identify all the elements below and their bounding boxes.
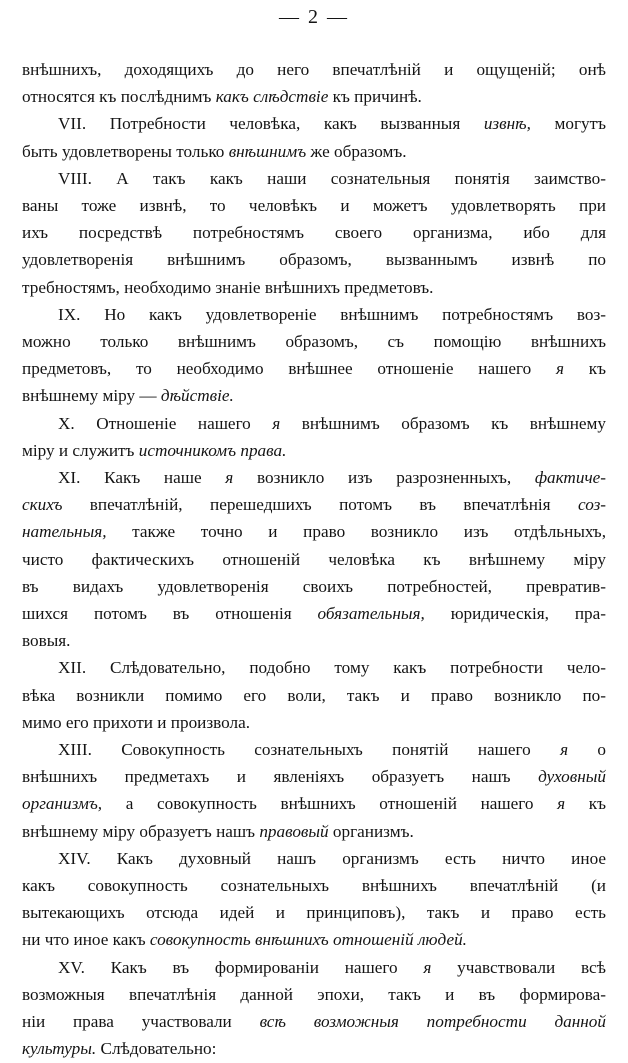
text-line [58, 301, 606, 329]
text-line [22, 872, 606, 900]
text-span: удовлетворенія внѣшнимъ образомъ, вызваннымъ извнѣ по [22, 250, 606, 270]
text-span: шихся потомъ въ отношенія [22, 604, 318, 623]
text-line [22, 600, 606, 628]
text-line [22, 355, 606, 383]
italic-text: я [560, 740, 569, 759]
text-span: вытекающихъ отсюда идей и принциповъ), такъ и право есть [22, 903, 606, 923]
text-span: въ видахъ удовлетворенія своихъ потребностей, превратив- [22, 576, 606, 596]
text-span: относятся къ послѣднимъ [22, 87, 216, 107]
italic-text: скихъ [22, 495, 63, 515]
text-span: учавствовали всѣ [431, 957, 606, 977]
italic-text: внѣшнимъ [228, 141, 307, 161]
text-line [58, 110, 606, 138]
text-line [22, 138, 606, 166]
text-line [22, 328, 606, 356]
text-span: вѣка возникли помимо его воли, такъ и право возникло по- [22, 685, 606, 705]
text-span: возможныя впечатлѣнія данной эпохи, такъ и въ формирова- [22, 984, 606, 1004]
text-span: а совокупность внѣшнихъ отношеній нашего [102, 794, 558, 814]
text-line [22, 981, 606, 1009]
text-line [58, 165, 606, 193]
italic-text: правовый [259, 821, 329, 841]
text-span: какъ совокупность сознательныхъ внѣшнихъ впечатлѣній (и [22, 876, 606, 895]
page-number-header: — 2 — [279, 6, 349, 28]
text-span: юридическія, пра- [424, 604, 606, 623]
italic-text: какъ слѣдствіе [215, 87, 329, 107]
text-line [22, 763, 606, 791]
text-span: о [568, 740, 606, 759]
text-line [22, 56, 606, 84]
text-line [22, 83, 606, 111]
text-line [58, 736, 606, 764]
text-span: можно только внѣшнимъ образомъ, съ помощію внѣшнихъ [22, 332, 606, 351]
italic-text: я [555, 359, 564, 379]
text-span: организмъ. [328, 821, 414, 841]
italic-text: извнѣ, [483, 114, 531, 134]
text-line [22, 382, 606, 410]
text-span: также точно и право возникло изъ отдѣльныхъ, [106, 522, 606, 542]
italic-text: духовный [538, 767, 606, 787]
italic-text: фактиче- [534, 468, 606, 487]
text-span: впечатлѣній, перешедшихъ потомъ въ впечатлѣнія [62, 495, 578, 515]
text-span: мимо его прихоти и произвола. [22, 712, 251, 732]
text-line [22, 219, 606, 247]
text-line [22, 899, 606, 927]
text-line [22, 790, 606, 818]
text-span: XV. Какъ въ формированіи нашего [58, 957, 424, 977]
text-span: внѣшнихъ, доходящихъ до него впечатлѣній и ощущеній; онѣ [22, 60, 606, 79]
text-line [22, 682, 606, 710]
text-line [22, 627, 606, 655]
text-span: требностямъ, необходимо знаніе внѣшнихъ предметовъ. [22, 277, 434, 297]
italic-text: соз- [578, 495, 606, 515]
text-line [58, 464, 606, 492]
italic-text: совокупность внѣшнихъ отношеній людей. [149, 930, 467, 950]
text-line [22, 437, 606, 465]
text-span: IX. Но какъ удовлетвореніе внѣшнимъ потребностямъ воз- [58, 304, 606, 324]
text-line [22, 1035, 606, 1063]
text-span: внѣшнему міру образуетъ нашъ [22, 821, 260, 841]
text-span: VII. Потребности человѣка, какъ вызванныя [58, 114, 484, 134]
text-span: ни что иное какъ [22, 930, 150, 950]
text-span: XII. Слѣдовательно, подобно тому какъ потребности чело- [58, 658, 606, 678]
text-span: X. Отношеніе нашего [58, 413, 273, 433]
text-line [22, 518, 606, 546]
text-span: ніи права участвовали [22, 1012, 260, 1031]
text-line [22, 573, 606, 601]
text-line [22, 709, 606, 737]
text-span: внѣшнихъ предметахъ и явленіяхъ образуетъ нашъ [22, 767, 539, 787]
text-line [22, 1008, 606, 1036]
text-span: XI. Какъ наше [58, 468, 226, 487]
text-line [58, 845, 606, 873]
text-span: XIV. Какъ духовный нашъ организмъ есть ничто иное [58, 848, 606, 868]
text-span: VIII. А такъ какъ наши сознательныя понятія заимство- [58, 168, 606, 188]
text-span: же образомъ. [306, 141, 407, 161]
italic-text: обязательныя, [317, 604, 425, 623]
text-span: могутъ [530, 114, 606, 134]
text-span: предметовъ, то необходимо внѣшнее отношеніе нашего [22, 359, 556, 379]
text-span: ихъ посредствѣ потребностямъ своего организма, ибо для [22, 223, 606, 243]
italic-text: я [225, 468, 234, 487]
italic-text: я [557, 794, 566, 814]
text-span: чисто фактическихъ отношеній человѣка къ внѣшнему міру [22, 549, 606, 569]
text-span: къ причинѣ. [328, 87, 422, 107]
text-span: XIII. Совокупность сознательныхъ понятій нашего [58, 740, 561, 759]
text-span: ваны тоже извнѣ, то человѣкъ и можетъ удовлетворять при [22, 196, 606, 215]
text-line [22, 818, 606, 846]
text-line [58, 654, 606, 682]
text-line [58, 954, 606, 982]
italic-text: дѣйствіе. [160, 386, 234, 406]
text-line [22, 926, 606, 954]
text-span: внѣшнему міру — [22, 386, 161, 406]
italic-text: я [272, 413, 281, 433]
italic-text: источникомъ права. [138, 440, 287, 460]
italic-text: я [423, 957, 432, 977]
text-line [22, 491, 606, 519]
text-span: къ [563, 359, 606, 379]
text-line [22, 274, 606, 302]
italic-text: организмъ, [22, 794, 103, 814]
text-span: вовыя. [22, 631, 71, 651]
text-span: быть удовлетворены только [22, 141, 229, 161]
italic-text: культуры. [22, 1039, 97, 1059]
text-span: возникло изъ разрозненныхъ, [233, 468, 535, 487]
italic-text: нательныя, [22, 522, 107, 542]
text-line [22, 546, 606, 574]
text-span: къ [565, 794, 606, 814]
text-span: міру и служитъ [22, 440, 139, 460]
text-line [58, 410, 606, 438]
italic-text: всѣ возможныя потребности данной [259, 1012, 606, 1031]
text-span: внѣшнимъ образомъ къ внѣшнему [280, 413, 606, 433]
text-line [22, 246, 606, 274]
text-line [22, 192, 606, 220]
text-span: Слѣдовательно: [96, 1039, 217, 1059]
